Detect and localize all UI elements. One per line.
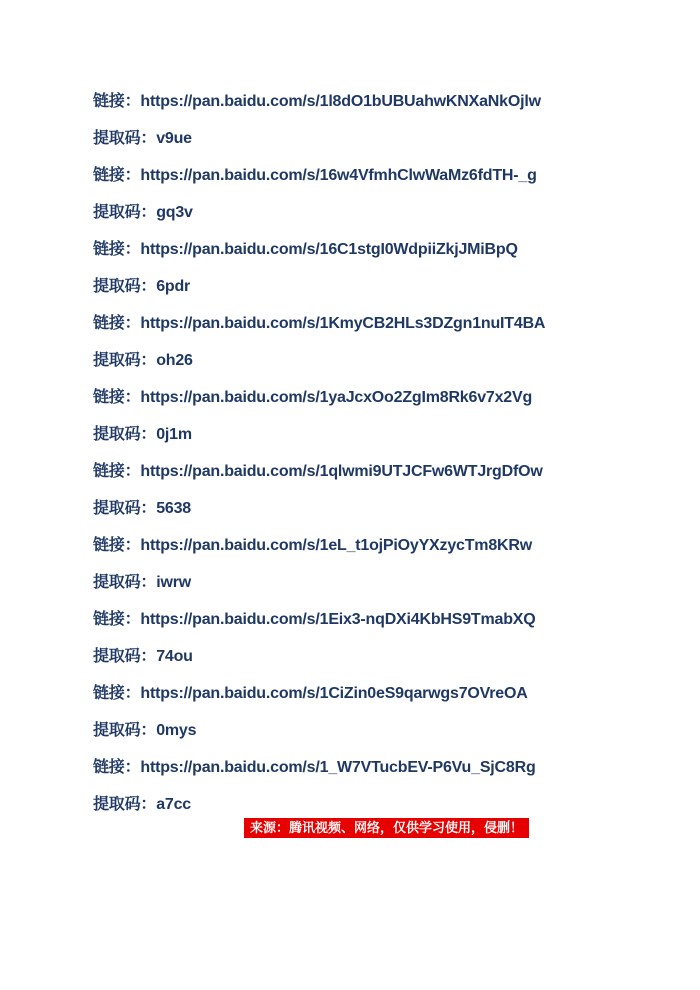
code-value: v9ue (156, 130, 192, 147)
code-label: 提取码： (93, 574, 157, 591)
code-line (93, 797, 680, 813)
link-label: 链接： (93, 241, 141, 258)
code-line (93, 353, 680, 369)
code-label: 提取码： (93, 722, 157, 739)
link-label: 链接： (93, 93, 141, 110)
link-line (93, 94, 680, 110)
code-value: 74ou (156, 648, 193, 665)
link-line (93, 538, 680, 554)
link-line (93, 464, 680, 480)
link-url: https://pan.baidu.com/s/1qlwmi9UTJCFw6WTJrgDfOw (140, 463, 543, 480)
link-label: 链接： (93, 389, 141, 406)
link-line (93, 168, 680, 184)
code-line (93, 649, 680, 665)
link-line (93, 242, 680, 258)
source-disclaimer-banner (244, 818, 529, 838)
link-url: https://pan.baidu.com/s/16C1stgI0WdpiiZkjJMiBpQ (140, 241, 518, 258)
code-value: gq3v (156, 204, 193, 221)
link-label: 链接： (93, 537, 141, 554)
code-value: 0mys (156, 722, 197, 739)
code-line (93, 501, 680, 517)
link-url: https://pan.baidu.com/s/16w4VfmhClwWaMz6fdTH-_g (140, 167, 537, 184)
link-url: https://pan.baidu.com/s/1CiZin0eS9qarwgs7OVreOA (140, 685, 528, 702)
link-url: https://pan.baidu.com/s/1l8dO1bUBUahwKNXaNkOjlw (140, 93, 541, 110)
link-line (93, 686, 680, 702)
code-value: 5638 (156, 500, 191, 517)
link-url: https://pan.baidu.com/s/1eL_t1ojPiOyYXzycTm8KRw (140, 537, 532, 554)
link-label: 链接： (93, 167, 141, 184)
code-line (93, 575, 680, 591)
link-label: 链接： (93, 315, 141, 332)
code-label: 提取码： (93, 352, 157, 369)
code-label: 提取码： (93, 648, 157, 665)
link-label: 链接： (93, 463, 141, 480)
code-value: a7cc (156, 796, 191, 813)
link-line (93, 612, 680, 628)
code-label: 提取码： (93, 500, 157, 517)
code-value: 0j1m (156, 426, 192, 443)
code-value: iwrw (156, 574, 191, 591)
code-line (93, 723, 680, 739)
link-label: 链接： (93, 685, 141, 702)
link-url: https://pan.baidu.com/s/1KmyCB2HLs3DZgn1nuIT4BA (140, 315, 546, 332)
code-label: 提取码： (93, 426, 157, 443)
code-line (93, 205, 680, 221)
code-line (93, 427, 680, 443)
code-line (93, 279, 680, 295)
code-label: 提取码： (93, 204, 157, 221)
code-value: 6pdr (156, 278, 191, 295)
code-label: 提取码： (93, 796, 157, 813)
link-label: 链接： (93, 611, 141, 628)
link-line (93, 760, 680, 776)
link-url: https://pan.baidu.com/s/1yaJcxOo2ZgIm8Rk6v7x2Vg (140, 389, 533, 406)
link-url: https://pan.baidu.com/s/1_W7VTucbEV-P6Vu_SjC8Rg (140, 759, 536, 776)
source-disclaimer-text: 来源：腾讯视频、网络，仅供学习使用，侵删！ (249, 820, 523, 835)
code-line (93, 131, 680, 147)
link-line (93, 390, 680, 406)
code-label: 提取码： (93, 278, 157, 295)
link-label: 链接： (93, 759, 141, 776)
code-value: oh26 (156, 352, 193, 369)
link-line (93, 316, 680, 332)
code-label: 提取码： (93, 130, 157, 147)
link-url: https://pan.baidu.com/s/1Eix3-nqDXi4KbHS9TmabXQ (140, 611, 536, 628)
